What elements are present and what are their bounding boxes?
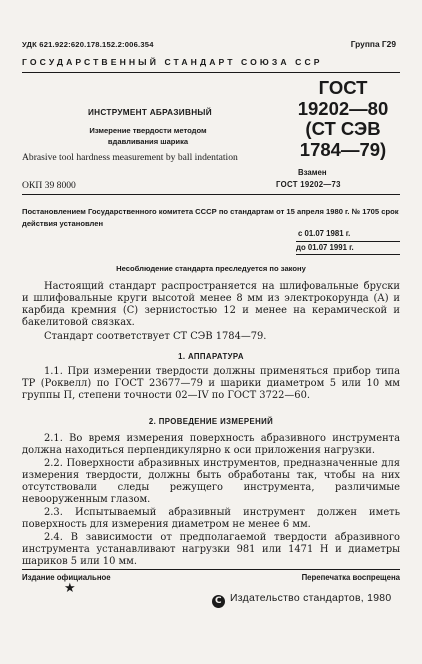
paragraph-2-3-text: 2.3. Испытываемый абразивный инструмент должен иметь поверхность для измерения диаметром не менее 6 мм. xyxy=(22,507,400,531)
paragraph-1-1-text: 1.1. При измерении твердости должны применяться прибор типа ТР (Роквелл) по ГОСТ 23677—79 и шарики диаметром 5 или 10 мм группы П, степени точности 02—IV по ГОСТ 3722—60. xyxy=(22,366,400,402)
publisher-text: Издательство стандартов, 1980 xyxy=(230,593,392,604)
date-to-underline xyxy=(296,254,400,255)
subtitle-line-1: Измерение твердости методом xyxy=(89,126,207,135)
reprint-forbidden-label: Перепечатка воспрещена xyxy=(301,573,400,582)
gost-number-block xyxy=(278,78,408,160)
publisher-line xyxy=(212,593,391,608)
paragraph-1-1 xyxy=(22,366,400,402)
gost-line-4: 1784—79) xyxy=(299,138,387,160)
document-title: ИНСТРУМЕНТ АБРАЗИВНЫЙ xyxy=(88,108,212,117)
subtitle-line-2: вдавливания шарика xyxy=(107,137,189,146)
gost-line-3: (СТ СЭВ xyxy=(305,118,381,139)
paragraph-2-2-text: 2.2. Поверхности абразивных инструментов, предназначенные для измерения твердости, должны быть обработаны так, чтобы на них отсутствовали следы режущего инструмента, различимые невооруженным глазом. xyxy=(22,458,400,506)
replaces-value: ГОСТ 19202—73 xyxy=(276,180,341,189)
star-icon: ★ xyxy=(64,581,76,596)
decree-text: Постановлением Государственного комитета СССР по стандартам от 15 апреля 1980 г. № 1705 срок действия установлен xyxy=(22,207,399,228)
state-standard-banner: ГОСУДАРСТВЕННЫЙ СТАНДАРТ СОЮЗА ССР xyxy=(22,57,323,67)
intro-paragraph-1-text: Настоящий стандарт распространяется на шлифовальные бруски и шлифовальные круги высотой менее 8 мм из электрокорунда (А) и карбида кремния (С) зернистостью 12 и менее на керамической и бакелитовой связках. xyxy=(22,281,400,329)
paragraph-2-1 xyxy=(22,433,400,457)
section-heading-1: 1. АППАРАТУРА xyxy=(178,352,244,361)
group-code: Группа Г29 xyxy=(350,39,396,49)
okp-code: ОКП 39 8000 xyxy=(22,180,76,191)
intro-paragraph-2 xyxy=(22,331,400,343)
replaces-label: Взамен xyxy=(298,168,327,177)
gost-line-2: 19202—80 xyxy=(297,97,389,119)
paragraph-2-2 xyxy=(22,458,400,506)
paragraph-2-1-text: 2.1. Во время измерения поверхность абразивного инструмента должна находиться перпендикулярно к оси приложения нагрузки. xyxy=(22,433,400,457)
udk-code: УДК 621.922:620.178.152.2:006.354 xyxy=(22,40,154,49)
document-subtitle xyxy=(22,125,274,147)
date-from-underline xyxy=(296,241,400,242)
section-heading-2: 2. ПРОВЕДЕНИЕ ИЗМЕРЕНИЙ xyxy=(148,417,274,426)
official-edition-label: Издание официальное xyxy=(22,573,111,582)
subtitle-english: Abrasive tool hardness measurement by ball indentation xyxy=(22,152,238,163)
penalty-notice: Несоблюдение стандарта преследуется по закону xyxy=(116,264,306,273)
gost-line-1: ГОСТ xyxy=(318,77,368,98)
bottom-rule xyxy=(22,569,400,570)
intro-paragraph-2-text: Стандарт соответствует СТ СЭВ 1784—79. xyxy=(44,331,267,342)
valid-from-date: с 01.07 1981 г. xyxy=(298,229,351,238)
paragraph-2-3 xyxy=(22,507,400,531)
valid-to-date: до 01.07 1991 г. xyxy=(296,243,354,252)
paragraph-2-4-text: 2.4. В зависимости от предполагаемой твердости абразивного инструмента устанавливают нагрузки 981 или 1471 Н и диаметры шариков 5 или 10 мм. xyxy=(22,532,400,568)
middle-rule xyxy=(22,194,400,195)
copyright-icon: С xyxy=(212,595,225,608)
intro-paragraph-1 xyxy=(22,281,400,329)
top-rule xyxy=(22,72,400,73)
paragraph-2-4 xyxy=(22,532,400,568)
